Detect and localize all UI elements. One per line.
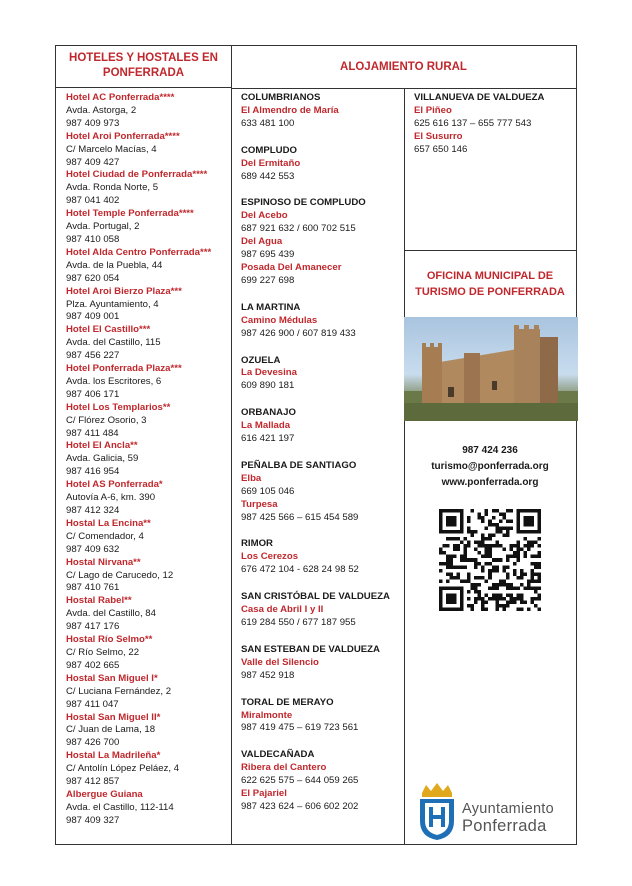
rural-place: ORBANAJO bbox=[241, 407, 296, 419]
rural-phone: 987 695 439 bbox=[241, 249, 295, 261]
hotel-name: Hostal La Madrileña* bbox=[66, 750, 161, 762]
rural-column bbox=[231, 88, 405, 844]
hotel-address: Avda. Astorga, 2 bbox=[66, 104, 137, 116]
hotel-item bbox=[66, 712, 231, 751]
hotel-address: C/ Antolín López Peláez, 4 bbox=[66, 763, 180, 775]
hotel-address: Avda. Ronda Norte, 5 bbox=[66, 182, 159, 194]
hotel-phone: 987 406 171 bbox=[66, 388, 120, 400]
hotel-phone: 987 416 954 bbox=[66, 466, 120, 478]
hotel-name: Hotel Ponferrada Plaza*** bbox=[66, 363, 182, 375]
hotel-phone: 987 412 857 bbox=[66, 776, 120, 788]
qr-code[interactable] bbox=[439, 509, 541, 611]
rural-place: ESPINOSO DE COMPLUDO bbox=[241, 197, 366, 209]
rural-phone: 676 472 104 - 628 24 98 52 bbox=[241, 564, 359, 576]
hotel-item bbox=[66, 479, 231, 518]
rural-phone: 689 442 553 bbox=[241, 170, 295, 182]
rural-name: El Pajariel bbox=[241, 788, 287, 800]
office-contact bbox=[404, 443, 576, 491]
rural-phone: 622 625 575 – 644 059 265 bbox=[241, 775, 359, 787]
hotel-name: Hotel El Castillo*** bbox=[66, 324, 151, 336]
hotel-phone: 987 412 324 bbox=[66, 505, 120, 516]
hotel-item bbox=[66, 518, 231, 557]
hotel-name: Hostal Río Selmo** bbox=[66, 634, 153, 646]
hotel-name: Hostal La Encina** bbox=[66, 517, 151, 529]
spacer bbox=[241, 577, 404, 591]
hotel-phone: 987 409 001 bbox=[66, 311, 120, 323]
hotel-address: Avda. del Castillo, 84 bbox=[66, 608, 156, 620]
hotel-name: Albergue Guiana bbox=[66, 788, 143, 800]
hotel-phone: 987 410 761 bbox=[66, 582, 120, 594]
hotel-address: C/ Río Selmo, 22 bbox=[66, 646, 140, 658]
hotel-address: C/ Marcelo Macías, 4 bbox=[66, 143, 157, 155]
rural-name: Valle del Silencio bbox=[241, 656, 319, 668]
hotel-address: Autovía A-6, km. 390 bbox=[66, 492, 156, 504]
rural-phone: 669 105 046 bbox=[241, 485, 295, 497]
rural-phone: 619 284 550 / 677 187 955 bbox=[241, 617, 356, 628]
hotel-list bbox=[56, 88, 231, 828]
rural-name: Del Acebo bbox=[241, 210, 288, 222]
hotel-item bbox=[66, 595, 231, 634]
spacer bbox=[241, 446, 404, 460]
spacer bbox=[241, 341, 404, 355]
hotel-address: C/ Comendador, 4 bbox=[66, 530, 144, 542]
rural-phone: 987 452 918 bbox=[241, 669, 295, 681]
rural-name: Del Ermitaño bbox=[241, 157, 301, 169]
rural-place: OZUELA bbox=[241, 354, 281, 366]
rural-place: RIMOR bbox=[241, 538, 273, 550]
rural-phone: 687 921 632 / 600 702 515 bbox=[241, 223, 356, 235]
rural-place: COLUMBRIANOS bbox=[241, 92, 321, 103]
rural-name: El Piñeo bbox=[414, 104, 452, 116]
rural-header: ALOJAMIENTO RURAL bbox=[231, 46, 576, 89]
hotel-phone: 987 417 176 bbox=[66, 621, 120, 633]
rural-name: La Devesina bbox=[241, 367, 297, 379]
rural-place: VALDECAÑADA bbox=[241, 749, 315, 761]
hotel-name: Hostal Nirvana** bbox=[66, 556, 141, 568]
rural-phone: 987 425 566 – 615 454 589 bbox=[241, 511, 359, 523]
hotel-address: C/ Lago de Carucedo, 12 bbox=[66, 569, 174, 581]
hotel-name: Hotel AS Ponferrada* bbox=[66, 479, 163, 491]
rural-group bbox=[241, 355, 404, 394]
hotel-item bbox=[66, 324, 231, 363]
hotel-item bbox=[66, 750, 231, 789]
rural-phone: 987 423 624 – 606 602 202 bbox=[241, 800, 359, 812]
rural-name: Del Agua bbox=[241, 236, 283, 248]
office-web[interactable]: www.ponferrada.org bbox=[441, 477, 539, 488]
hotel-address: C/ Flórez Osorio, 3 bbox=[66, 414, 147, 426]
hotel-phone: 987 426 700 bbox=[66, 737, 120, 749]
rural-phone: 625 616 137 – 655 777 543 bbox=[414, 117, 532, 129]
hotel-item bbox=[66, 673, 231, 712]
office-phone: 987 424 236 bbox=[462, 445, 518, 456]
rural-group bbox=[241, 697, 404, 736]
hotel-item bbox=[66, 557, 231, 596]
rural-phone: 633 481 100 bbox=[241, 117, 295, 129]
spacer bbox=[241, 288, 404, 302]
hotel-phone: 987 411 047 bbox=[66, 698, 119, 710]
hotel-item bbox=[66, 247, 231, 286]
office-title-line1: OFICINA MUNICIPAL DE bbox=[426, 270, 554, 282]
rural-group bbox=[241, 302, 404, 341]
hotel-name: Hotel Temple Ponferrada**** bbox=[66, 208, 194, 220]
rural-phone: 987 426 900 / 607 819 433 bbox=[241, 327, 356, 339]
hotel-address: Avda. el Castillo, 112-114 bbox=[66, 801, 174, 813]
hotel-phone: 987 402 665 bbox=[66, 659, 120, 671]
office-title-line2: TURISMO DE PONFERRADA bbox=[415, 286, 565, 298]
rural-name: Camino Médulas bbox=[241, 314, 318, 326]
rural-group bbox=[241, 460, 404, 525]
hotel-address: Avda. Portugal, 2 bbox=[66, 221, 140, 233]
hotel-phone: 987 409 632 bbox=[66, 543, 120, 555]
villanueva-box bbox=[404, 88, 576, 251]
rural-group bbox=[241, 407, 404, 446]
castle-illustration bbox=[404, 317, 578, 421]
rural-name: Los Cerezos bbox=[241, 551, 299, 563]
rural-place: COMPLUDO bbox=[241, 144, 297, 156]
hotel-address: Avda. Galicia, 59 bbox=[66, 453, 139, 465]
hotel-name: Hostal San Miguel I* bbox=[66, 672, 158, 684]
hotel-phone: 987 411 484 bbox=[66, 427, 119, 439]
rural-list bbox=[231, 88, 404, 814]
rural-group bbox=[241, 197, 404, 287]
rural-phone: 657 650 146 bbox=[414, 143, 468, 155]
spacer bbox=[241, 735, 404, 749]
villanueva-list bbox=[404, 88, 576, 157]
hotel-name: Hotel AC Ponferrada**** bbox=[66, 92, 175, 103]
rural-name: Turpesa bbox=[241, 498, 278, 510]
spacer bbox=[241, 630, 404, 644]
hotel-address: Avda. del Castillo, 115 bbox=[66, 337, 161, 349]
rural-place: LA MARTINA bbox=[241, 301, 301, 313]
hotel-name: Hotel Los Templarios** bbox=[66, 401, 171, 413]
spacer bbox=[241, 393, 404, 407]
hotel-phone: 987 409 427 bbox=[66, 156, 120, 168]
hotel-address: Plza. Ayuntamiento, 4 bbox=[66, 298, 159, 310]
rural-place: SAN ESTEBAN DE VALDUEZA bbox=[241, 643, 380, 655]
hotel-phone: 987 456 227 bbox=[66, 350, 120, 362]
rural-group bbox=[241, 92, 404, 131]
spacer bbox=[241, 524, 404, 538]
logo-text-ponferrada: Ponferrada bbox=[462, 817, 547, 835]
hotel-item bbox=[66, 363, 231, 402]
rural-group bbox=[241, 591, 404, 630]
hotel-name: Hotel Ciudad de Ponferrada**** bbox=[66, 169, 208, 181]
hotel-name: Hotel Aroi Bierzo Plaza*** bbox=[66, 285, 182, 297]
spacer bbox=[241, 683, 404, 697]
rural-group bbox=[241, 644, 404, 683]
brochure-frame bbox=[55, 45, 577, 845]
hotel-item bbox=[66, 208, 231, 247]
rural-phone: 609 890 181 bbox=[241, 380, 295, 392]
hotel-item bbox=[66, 440, 231, 479]
hotel-address: C/ Juan de Lama, 18 bbox=[66, 724, 156, 736]
rural-name: Posada Del Amanecer bbox=[241, 261, 342, 273]
spacer bbox=[241, 131, 404, 145]
rural-group bbox=[241, 538, 404, 577]
hotel-item bbox=[66, 789, 231, 828]
rural-name: Elba bbox=[241, 472, 262, 484]
rural-phone: 987 419 475 – 619 723 561 bbox=[241, 722, 359, 734]
rural-group bbox=[241, 145, 404, 184]
hotel-item bbox=[66, 92, 231, 131]
rural-name: Casa de Abril I y II bbox=[241, 604, 324, 616]
hotel-phone: 987 620 054 bbox=[66, 272, 120, 284]
rural-place: VILLANUEVA DE VALDUEZA bbox=[414, 92, 545, 103]
rural-group bbox=[241, 749, 404, 814]
rural-name: El Almendro de María bbox=[241, 104, 339, 116]
rural-name: La Mallada bbox=[241, 420, 291, 432]
spacer bbox=[241, 183, 404, 197]
office-title bbox=[404, 268, 576, 300]
office-email[interactable]: turismo@ponferrada.org bbox=[431, 461, 549, 472]
hotel-phone: 987 041 402 bbox=[66, 195, 120, 207]
coat-of-arms-icon bbox=[416, 783, 458, 841]
hotel-name: Hostal Rabel** bbox=[66, 595, 132, 607]
logo-text-ayuntamiento: Ayuntamiento bbox=[462, 801, 555, 817]
hotel-address: C/ Luciana Fernández, 2 bbox=[66, 685, 172, 697]
hotel-item bbox=[66, 286, 231, 325]
hotels-header: HOTELES Y HOSTALES EN PONFERRADA bbox=[56, 46, 231, 88]
hotel-address: Avda. de la Puebla, 44 bbox=[66, 259, 163, 271]
rural-name: Miralmonte bbox=[241, 709, 293, 721]
ayuntamiento-logo bbox=[416, 783, 576, 843]
hotel-phone: 987 409 327 bbox=[66, 814, 120, 826]
rural-phone: 616 421 197 bbox=[241, 433, 295, 445]
castle-photo bbox=[404, 317, 578, 421]
rural-place: PEÑALBA DE SANTIAGO bbox=[241, 459, 357, 471]
hotel-name: Hotel El Ancla** bbox=[66, 440, 138, 452]
hotels-column bbox=[56, 46, 232, 844]
hotel-item bbox=[66, 169, 231, 208]
hotel-item bbox=[66, 131, 231, 170]
hotel-address: Avda. los Escritores, 6 bbox=[66, 375, 162, 387]
rural-place: TORAL DE MERAYO bbox=[241, 696, 334, 708]
hotel-item bbox=[66, 634, 231, 673]
hotel-name: Hotel Alda Centro Ponferrada*** bbox=[66, 246, 212, 258]
hotel-name: Hostal San Miguel II* bbox=[66, 711, 161, 723]
hotel-item bbox=[66, 402, 231, 441]
hotel-phone: 987 410 058 bbox=[66, 233, 120, 245]
hotel-name: Hotel Aroi Ponferrada**** bbox=[66, 130, 180, 142]
rural-phone: 699 227 698 bbox=[241, 274, 295, 286]
hotel-phone: 987 409 973 bbox=[66, 117, 120, 129]
right-column bbox=[404, 88, 576, 835]
rural-place: SAN CRISTÓBAL DE VALDUEZA bbox=[241, 591, 390, 603]
rural-name: El Susurro bbox=[414, 130, 463, 142]
rural-name: Ribera del Cantero bbox=[241, 762, 327, 774]
